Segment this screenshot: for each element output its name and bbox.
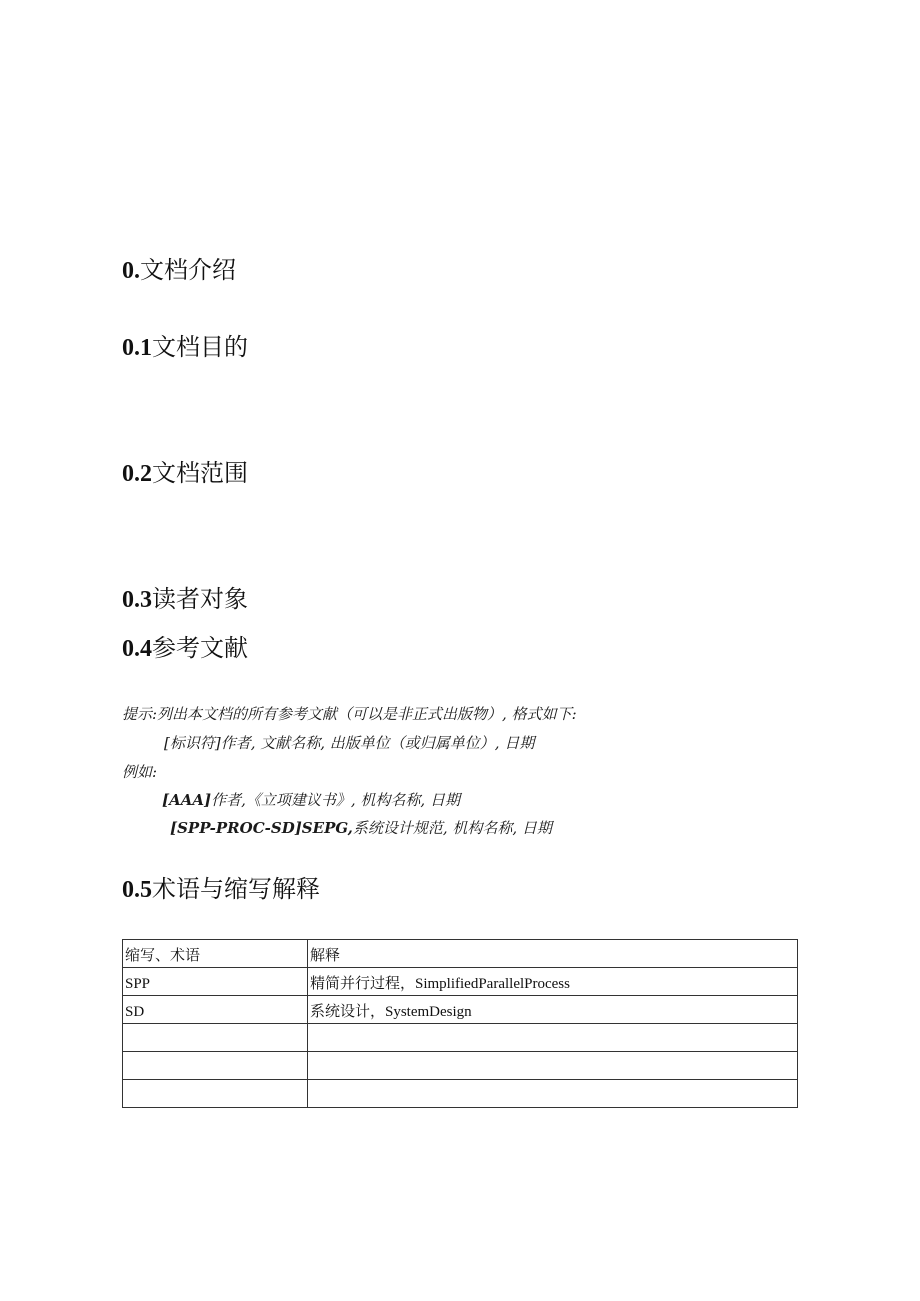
table-header-cell: 解释 [308,940,798,968]
heading-references [122,633,248,664]
heading-document-intro [122,255,236,286]
table-cell [308,1052,798,1080]
references-hint: 提示:列出本文档的所有参考文献（可以是非正式出版物）, 格式如下: [122,705,577,723]
table-cell [123,1052,308,1080]
table-cell: SD [123,996,308,1024]
table-cell: 精简并行过程，SimplifiedParallelProcess [308,968,798,996]
table-row [123,968,798,996]
table-row [123,996,798,1024]
heading-text: 读者对象 [152,585,248,613]
table-cell [308,1080,798,1108]
table-cell [123,1080,308,1108]
heading-text: 参考文献 [152,634,248,662]
table-row [123,1052,798,1080]
terms-table [122,939,798,1108]
reference-example-1 [162,790,460,810]
heading-readers [122,584,248,615]
table-header-row [123,940,798,968]
heading-text: 术语与缩写解释 [152,875,320,903]
heading-document-purpose [122,332,248,363]
reference-id: [SPP-PROC-SD]SEPG, [170,819,353,837]
heading-document-scope [122,458,248,489]
reference-text: 作者,《立项建议书》, 机构名称, 日期 [211,791,460,809]
heading-terms [122,874,320,905]
table-cell [308,1024,798,1052]
heading-text: 文档范围 [152,459,248,487]
heading-number: 0.3 [122,587,152,613]
heading-number: 0.1 [122,335,152,361]
heading-number: 0. [122,258,140,284]
heading-number: 0.4 [122,636,152,662]
reference-text: 系统设计规范, 机构名称, 日期 [352,819,552,837]
table-cell [123,1024,308,1052]
table-row [123,1080,798,1108]
heading-text: 文档介绍 [140,256,236,284]
table-cell: 系统设计，SystemDesign [308,996,798,1024]
references-example-label: 例如: [122,763,158,781]
reference-id: [AAA] [162,791,212,809]
heading-number: 0.2 [122,461,152,487]
heading-number: 0.5 [122,877,152,903]
table-cell: SPP [123,968,308,996]
references-format: [标识符]作者, 文献名称, 出版单位（或归属单位）, 日期 [164,734,535,752]
reference-example-2 [170,818,552,838]
table-row [123,1024,798,1052]
table-header-cell: 缩写、术语 [123,940,308,968]
heading-text: 文档目的 [152,333,248,361]
